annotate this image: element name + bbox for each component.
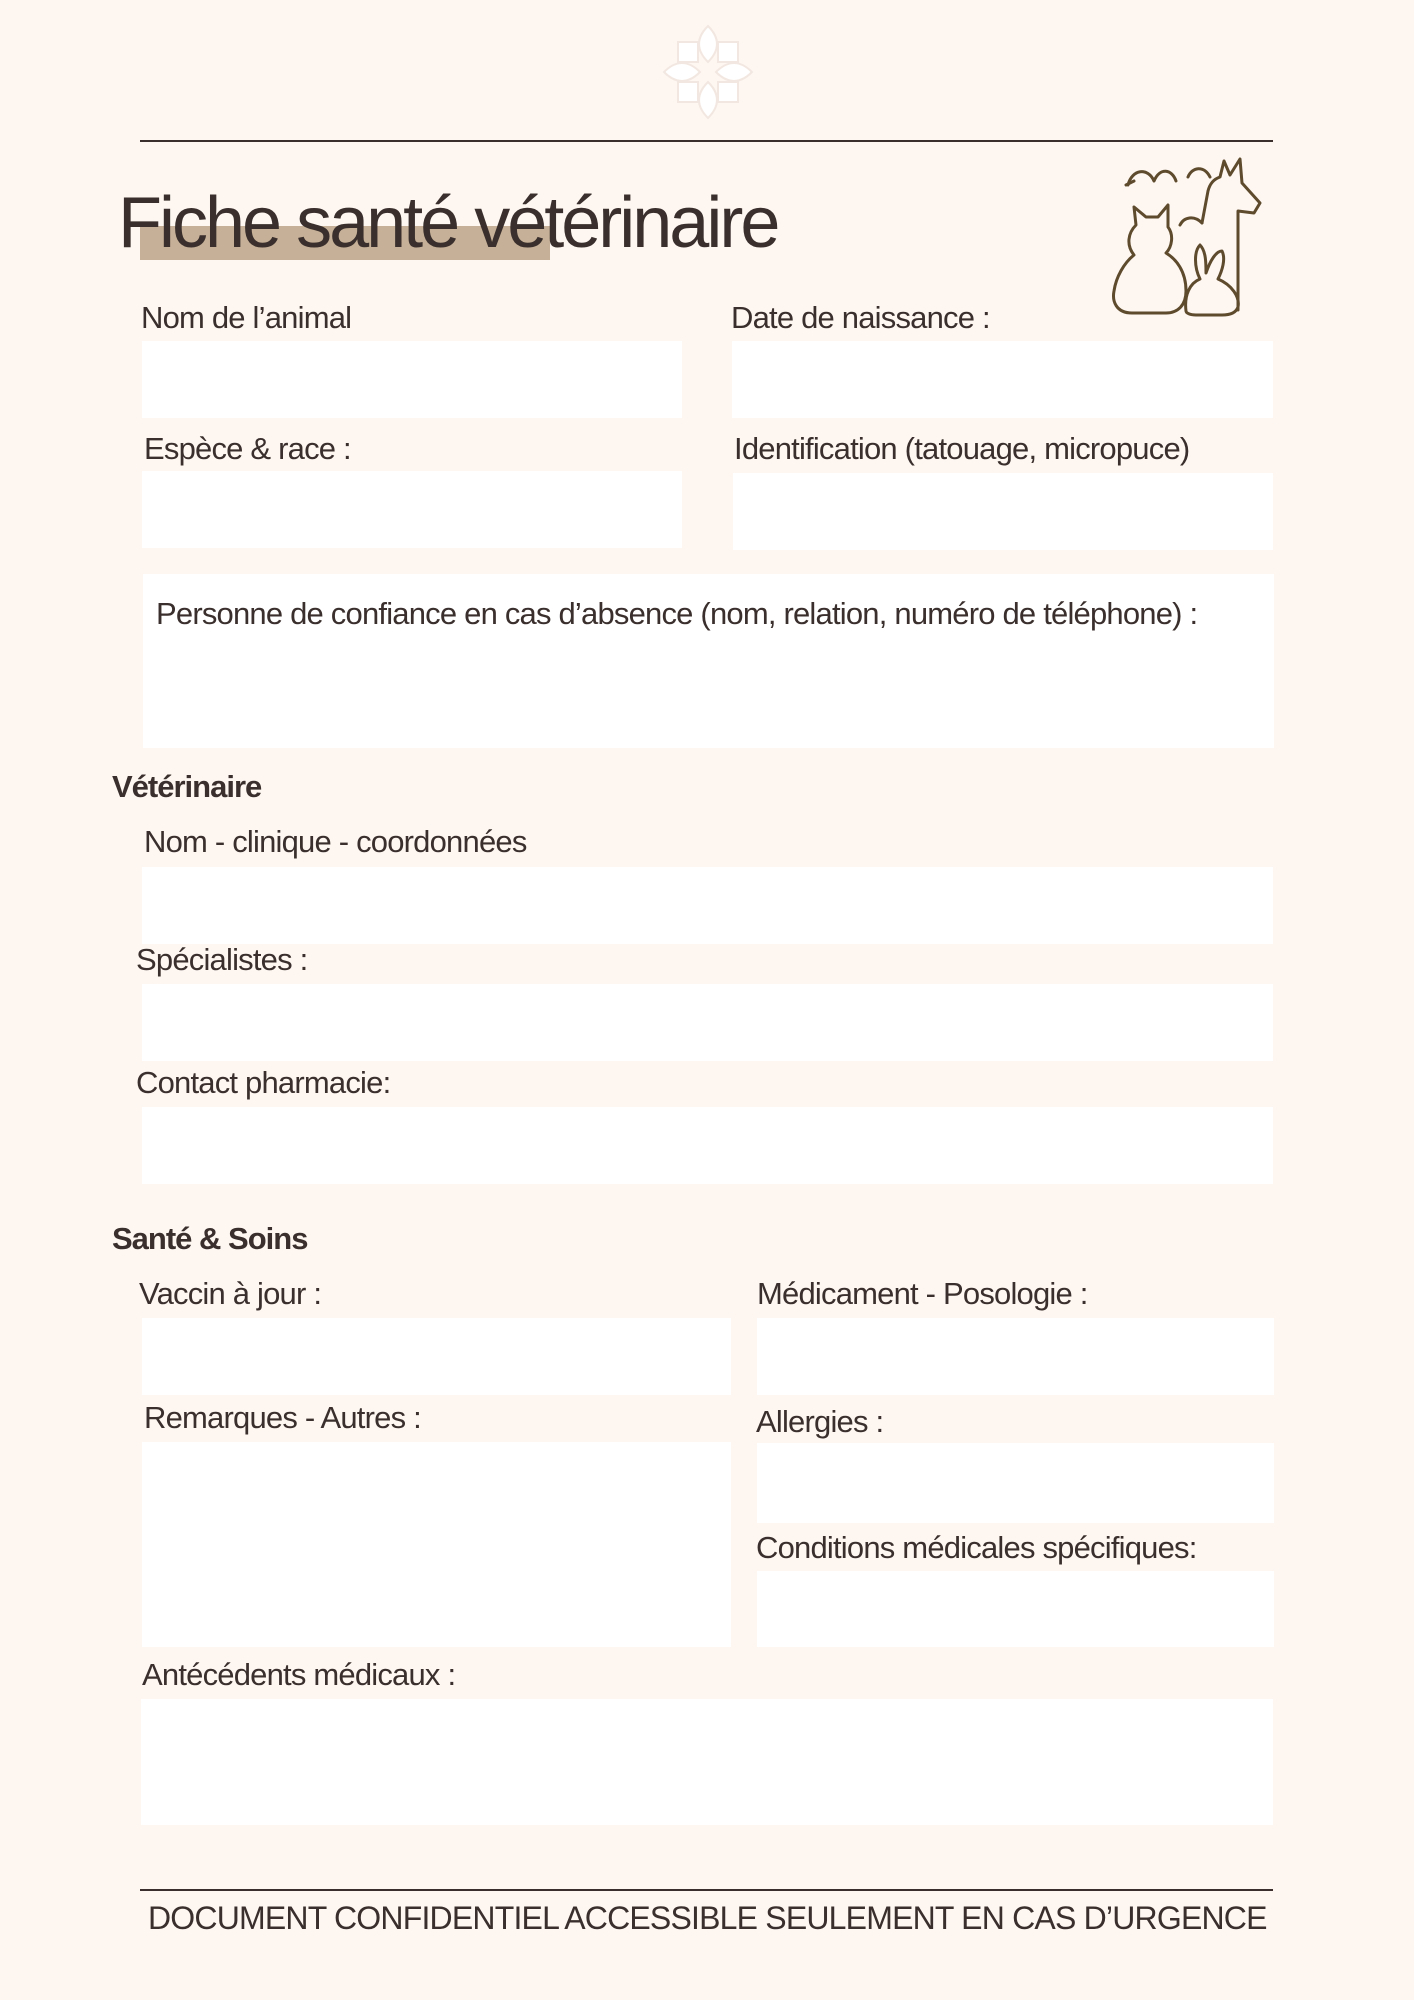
remarks-label: Remarques - Autres :	[144, 1400, 421, 1435]
trusted-person-label: Personne de confiance en cas d’absence (nom, relation, numéro de téléphone) :	[156, 596, 1198, 631]
top-divider	[140, 140, 1273, 142]
pets-illustration-icon	[1110, 155, 1280, 325]
vet-name-clinic-label: Nom - clinique - coordonnées	[144, 824, 527, 859]
vet-name-clinic-field[interactable]	[142, 867, 1273, 944]
species-breed-field[interactable]	[142, 471, 682, 548]
allergies-field[interactable]	[757, 1443, 1274, 1523]
allergies-label: Allergies :	[756, 1404, 884, 1439]
title-block	[118, 178, 918, 268]
animal-name-label: Nom de l’animal	[141, 300, 352, 335]
birth-date-field[interactable]	[732, 341, 1273, 418]
page-title: Fiche santé vétérinaire	[118, 183, 778, 263]
specialists-label: Spécialistes :	[136, 942, 308, 977]
vaccines-field[interactable]	[142, 1318, 731, 1395]
medication-field[interactable]	[757, 1318, 1274, 1395]
animal-name-field[interactable]	[142, 341, 682, 418]
identification-label: Identification (tatouage, micropuce)	[734, 431, 1190, 466]
confidential-footer: DOCUMENT CONFIDENTIEL ACCESSIBLE SEULEMENT EN CAS D’URGENCE	[148, 1900, 1267, 1936]
history-label: Antécédents médicaux :	[142, 1657, 456, 1692]
ornament-logo-icon	[658, 20, 758, 124]
conditions-label: Conditions médicales spécifiques:	[756, 1530, 1197, 1565]
medication-label: Médicament - Posologie :	[757, 1276, 1088, 1311]
history-field[interactable]	[141, 1699, 1273, 1825]
pharmacy-label: Contact pharmacie:	[136, 1065, 391, 1100]
vaccines-label: Vaccin à jour :	[139, 1276, 322, 1311]
birth-date-label: Date de naissance :	[731, 300, 990, 335]
identification-field[interactable]	[733, 473, 1273, 550]
remarks-field[interactable]	[142, 1442, 731, 1647]
health-heading: Santé & Soins	[112, 1221, 308, 1256]
bottom-divider	[140, 1889, 1273, 1891]
specialists-field[interactable]	[142, 984, 1273, 1061]
species-breed-label: Espèce & race :	[144, 431, 351, 466]
veterinarian-heading: Vétérinaire	[112, 769, 262, 804]
conditions-field[interactable]	[757, 1571, 1274, 1647]
pharmacy-field[interactable]	[142, 1107, 1273, 1184]
